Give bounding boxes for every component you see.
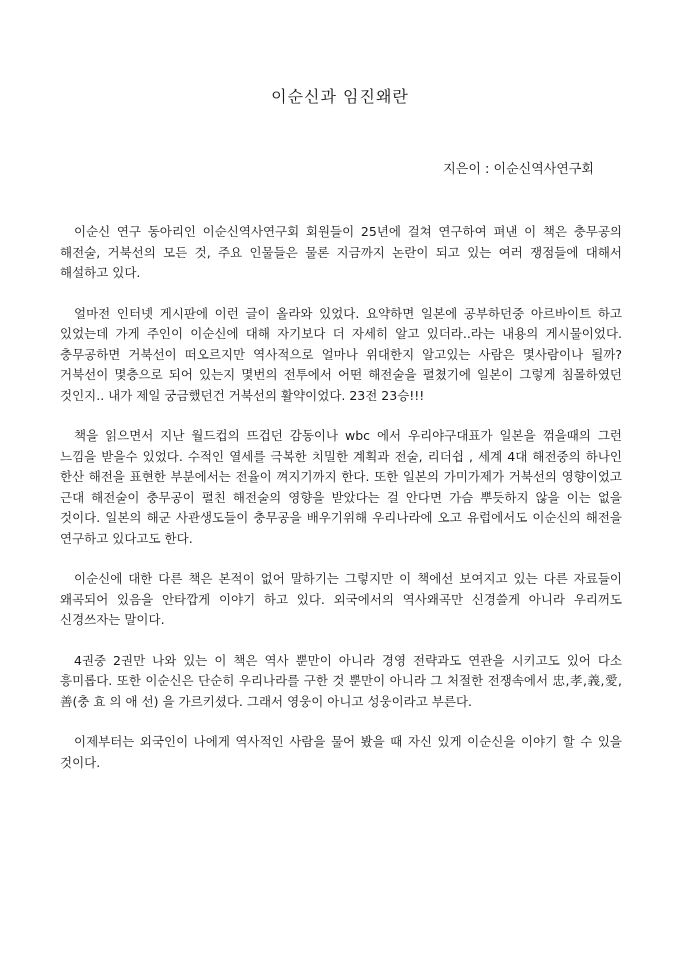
body-paragraph: 이제부터는 외국인이 나에게 역사적인 사람을 물어 봤을 때 자신 있게 이순신을 이야기 할 수 있을 것이다. [60,734,622,770]
document-body [60,222,622,793]
body-paragraph: 이순신 연구 동아리인 이순신역사연구회 회원들이 25년에 걸쳐 연구하여 펴낸 이 책은 충무공의 해전술, 거북선의 모든 것, 주요 인물들은 물론 지금까지 논란이 되고 있는 여러 쟁점들에 대해서 해설하고 있다. [60,224,622,280]
document-title: 이순신과 임진왜란 [271,87,409,106]
body-paragraph: 이순신에 대한 다른 책은 본적이 없어 말하기는 그렇지만 이 책에선 보여지고 있는 다른 자료들이 왜곡되어 있음을 안타깝게 이야기 하고 있다. 외국에서의 역사왜곡만 신경쓸게 아니라 우리꺼도 신경쓰자는 말이다. [60,571,622,627]
document-author: 지은이 : 이순신역사연구회 [443,162,594,177]
body-paragraph: 얼마전 인터넷 게시판에 이런 글이 올라와 있었다. 요약하면 일본에 공부하던중 아르바이트 하고 있었는데 가게 주인이 이순신에 대해 자기보다 더 자세히 알고 있더라..라는 내용의 게시물이었다. 충무공하면 거북선이 떠오르지만 역사적으로 얼마나 위대한지 알고있는 사람은 몇사람이나 될까? 거북선이 몇층으로 되어 있는지 몇번의 전투에서 어떤 해전술을 펼쳤기에 일본이 그렇게 침몰하였던 것인지.. 내가 제일 궁금했던건 거북선의 활약이었다. 23전 23승!!! [60,305,622,403]
body-paragraph: 4권중 2권만 나와 있는 이 책은 역사 뿐만이 아니라 경영 전략과도 연관을 시키고도 있어 다소 흥미롭다. 또한 이순신은 단순히 우리나라를 구한 것 뿐만이 아니라 그 처절한 전쟁속에서 忠,孝,義,愛,善(충 효 의 애 선) 을 가르키셨다. 그래서 영웅이 아니고 성웅이라고 부른다. [60,652,622,709]
body-paragraph: 책을 읽으면서 지난 월드컵의 뜨겁던 감동이나 wbc 에서 우리야구대표가 일본을 꺾을때의 그런 느낌을 받을수 있었다. 수적인 열세를 극복한 치밀한 계획과 전술, 리더쉽 , 세계 4대 해전중의 하나인 한산 해전을 표현한 부분에서는 전율이 껴지기까지 한다. 또한 일본의 가미가제가 거북선의 영향이었고 근대 해전술이 충무공이 펼친 해전술의 영향을 받았다는 걸 안다면 가슴 뿌듯하지 않을 이는 없을 것이다. 일본의 해군 사관생도들이 충무공을 배우기위해 우리나라에 오고 유럽에서도 이순신의 해전을 연구하고 있다고도 한다. [60,428,622,546]
